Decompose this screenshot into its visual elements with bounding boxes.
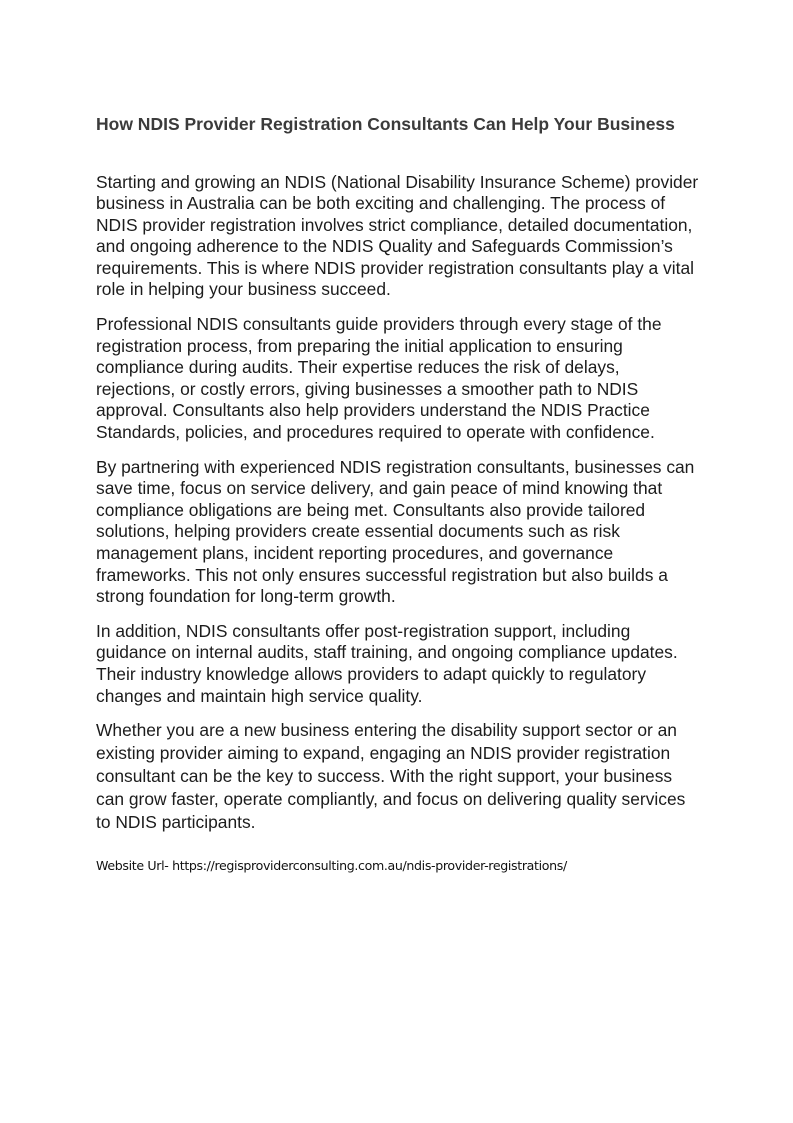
paragraph-conclusion: Whether you are a new business entering the disability support sector or an existing provider aiming to expand, engaging an NDIS provider registration consultant can be the key to success. With the right support, your business can grow faster, operate compliantly, and focus on delivering quality services to NDIS participants.	[96, 720, 686, 833]
website-line	[96, 857, 700, 875]
paragraph-post-registration: In addition, NDIS consultants offer post-registration support, including guidance on internal audits, staff training, and ongoing compliance updates. Their industry knowledge allows providers to adapt quickly to regulatory changes and maintain high service quality.	[96, 620, 678, 706]
document-body	[96, 114, 700, 875]
paragraph-intro: Starting and growing an NDIS (National Disability Insurance Scheme) provider business in Australia can be both exciting and challenging. The process of NDIS provider registration involves strict compliance, detailed documentation, and ongoing adherence to the NDIS Quality and Safeguards Commission’s requirements. This is where NDIS provider registration consultants play a vital role in helping your business succeed.	[96, 171, 699, 300]
paragraph-professional-consultants: Professional NDIS consultants guide providers through every stage of the registration process, from preparing the initial application to ensuring compliance during audits. Their expertise reduces the risk of delays, rejections, or costly errors, giving businesses a smoother path to NDIS approval. Consultants also help providers understand the NDIS Practice Standards, policies, and procedures required to operate with confidence.	[96, 314, 662, 443]
website-label: Website Url-	[96, 858, 173, 874]
document-title: How NDIS Provider Registration Consultants Can Help Your Business	[96, 114, 675, 134]
paragraph-partnering: By partnering with experienced NDIS registration consultants, businesses can save time, focus on service delivery, and gain peace of mind knowing that compliance obligations are being met. Consultants also provide tailored solutions, helping providers create essential documents such as risk management plans, incident reporting procedures, and governance frameworks. This not only ensures successful registration but also builds a strong foundation for long-term growth.	[96, 456, 695, 607]
website-url: https://regisproviderconsulting.com.au/ndis-provider-registrations/	[172, 858, 567, 874]
